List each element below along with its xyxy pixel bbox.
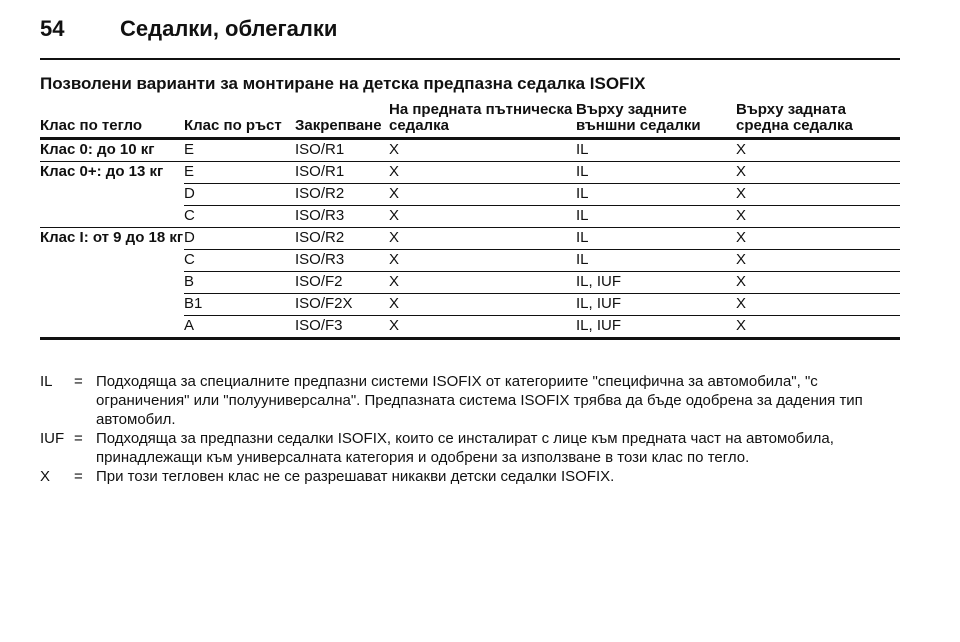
header-front-passenger: На предната пътническа седалка: [389, 100, 576, 139]
cell-fixture: ISO/R1: [295, 139, 389, 162]
isofix-table: [40, 100, 900, 340]
table-row: [40, 228, 900, 250]
legend: [40, 372, 900, 486]
cell-size-class: B: [184, 272, 295, 294]
table-row: [40, 316, 900, 339]
legend-item: [40, 372, 900, 429]
header-fixture: Закрепване: [295, 100, 389, 139]
cell-fixture: ISO/F3: [295, 316, 389, 339]
legend-equals: =: [74, 373, 83, 390]
header-divider: [40, 58, 900, 60]
table-row: [40, 184, 900, 206]
legend-key: IUF: [40, 430, 65, 447]
legend-item: [40, 429, 900, 467]
legend-key: IL: [40, 373, 53, 390]
cell-fixture: ISO/R2: [295, 228, 389, 250]
cell-rear-center: X: [736, 184, 900, 206]
cell-size-class: A: [184, 316, 295, 339]
cell-fixture: ISO/F2: [295, 272, 389, 294]
table-row: [40, 162, 900, 184]
cell-front-passenger: X: [389, 228, 576, 250]
cell-rear-center: X: [736, 228, 900, 250]
cell-rear-center: X: [736, 162, 900, 184]
cell-weight-class: [40, 206, 184, 228]
cell-size-class: E: [184, 139, 295, 162]
legend-text: Подходяща за специалните предпазни системи ISOFIX от категориите "специфична за автомобила", "с ограничения" или "полууниверсална". Предпазната система ISOFIX трябва да бъде одобрена за дадения тип автомобил.: [96, 373, 863, 428]
section-title: Позволени варианти за монтиране на детска предпазна седалка ISOFIX: [40, 74, 646, 93]
cell-weight-class: [40, 184, 184, 206]
cell-weight-class: Клас 0: до 10 кг: [40, 139, 184, 162]
legend-item: [40, 467, 900, 486]
cell-size-class: E: [184, 162, 295, 184]
cell-weight-class: Клас I: от 9 до 18 кг: [40, 229, 184, 246]
table-row: [40, 139, 900, 162]
cell-rear-outboard: IL, IUF: [576, 316, 736, 339]
cell-front-passenger: X: [389, 206, 576, 228]
cell-front-passenger: X: [389, 139, 576, 162]
cell-weight-class: Клас 0+: до 13 кг: [40, 163, 164, 180]
cell-front-passenger: X: [389, 250, 576, 272]
cell-weight-class: [40, 250, 184, 272]
cell-rear-outboard: IL: [576, 184, 736, 206]
cell-fixture: ISO/R2: [295, 184, 389, 206]
header-weight-class: Клас по тегло: [40, 100, 184, 139]
cell-size-class: B1: [184, 294, 295, 316]
chapter-title: Седалки, облегалки: [120, 16, 338, 41]
cell-fixture: ISO/R3: [295, 250, 389, 272]
cell-weight-class: [40, 294, 184, 316]
table-body: [40, 139, 900, 339]
cell-rear-outboard: IL: [576, 228, 736, 250]
cell-front-passenger: X: [389, 294, 576, 316]
cell-front-passenger: X: [389, 316, 576, 339]
cell-fixture: ISO/F2X: [295, 294, 389, 316]
cell-rear-outboard: IL, IUF: [576, 294, 736, 316]
cell-rear-outboard: IL: [576, 162, 736, 184]
cell-size-class: D: [184, 228, 295, 250]
cell-fixture: ISO/R1: [295, 162, 389, 184]
cell-rear-outboard: IL: [576, 206, 736, 228]
legend-text: Подходяща за предпазни седалки ISOFIX, които се инсталират с лице към предната част на автомобила, принадлежащи към универсалната категория и одобрени за използване в този клас по тегло.: [96, 430, 834, 466]
table-row: [40, 250, 900, 272]
cell-rear-center: X: [736, 139, 900, 162]
table-row: [40, 294, 900, 316]
legend-equals: =: [74, 430, 83, 447]
table-row: [40, 272, 900, 294]
cell-size-class: C: [184, 206, 295, 228]
header-size-class: Клас по ръст: [184, 100, 295, 139]
page-header: [40, 16, 900, 54]
cell-rear-outboard: IL: [576, 250, 736, 272]
cell-fixture: ISO/R3: [295, 206, 389, 228]
cell-rear-center: X: [736, 294, 900, 316]
header-rear-outboard: Върху задните външни седалки: [576, 100, 736, 139]
cell-front-passenger: X: [389, 162, 576, 184]
cell-front-passenger: X: [389, 184, 576, 206]
cell-size-class: D: [184, 184, 295, 206]
table-row: [40, 206, 900, 228]
cell-weight-class: [40, 272, 184, 294]
page-number: 54: [40, 16, 65, 41]
cell-rear-center: X: [736, 272, 900, 294]
table-header-row: [40, 100, 900, 139]
header-rear-center: Върху задната средна седалка: [736, 100, 900, 139]
cell-rear-center: X: [736, 316, 900, 339]
cell-front-passenger: X: [389, 272, 576, 294]
cell-rear-center: X: [736, 250, 900, 272]
legend-text: При този тегловен клас не се разрешават никакви детски седалки ISOFIX.: [96, 468, 615, 485]
cell-size-class: C: [184, 250, 295, 272]
cell-rear-outboard: IL: [576, 139, 736, 162]
cell-weight-class: [40, 316, 184, 339]
legend-key: X: [40, 468, 51, 485]
legend-equals: =: [74, 468, 83, 485]
cell-rear-outboard: IL, IUF: [576, 272, 736, 294]
cell-rear-center: X: [736, 206, 900, 228]
